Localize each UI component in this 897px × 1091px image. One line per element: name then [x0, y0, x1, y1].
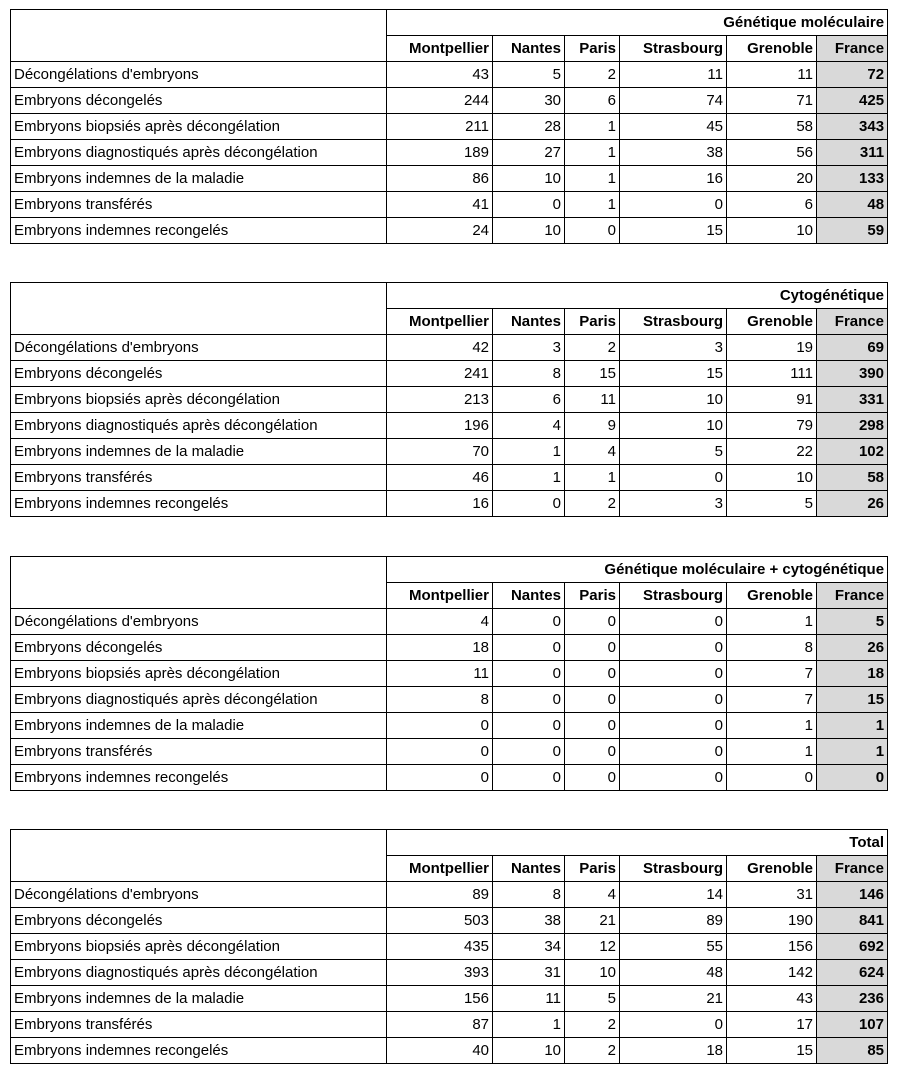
table-cell: 0 [387, 739, 493, 765]
table-row [11, 661, 888, 687]
row-label: Embryons biopsiés après décongélation [11, 661, 387, 687]
table-cell: 14 [620, 882, 727, 908]
table-cell: 111 [727, 361, 817, 387]
table-row [11, 908, 888, 934]
table-cell: 1 [493, 465, 565, 491]
table-cell: 5 [493, 62, 565, 88]
column-header: Paris [565, 309, 620, 335]
column-header-france: France [817, 36, 888, 62]
table-cell: 0 [620, 635, 727, 661]
column-header: Montpellier [387, 36, 493, 62]
table-cell: 0 [565, 661, 620, 687]
table-cell: 4 [387, 609, 493, 635]
france-total-cell: 59 [817, 218, 888, 244]
column-header: Montpellier [387, 856, 493, 882]
france-total-cell: 0 [817, 765, 888, 791]
table-cell: 11 [727, 62, 817, 88]
table-cell: 0 [565, 609, 620, 635]
table-cell: 10 [620, 387, 727, 413]
table-cell: 89 [620, 908, 727, 934]
row-label: Embryons transférés [11, 739, 387, 765]
table-cell: 31 [493, 960, 565, 986]
table-cell: 0 [565, 713, 620, 739]
column-header: Grenoble [727, 309, 817, 335]
table-cell: 0 [620, 739, 727, 765]
table-cell: 30 [493, 88, 565, 114]
row-label: Embryons indemnes recongelés [11, 1038, 387, 1064]
table-cell: 11 [565, 387, 620, 413]
column-header: Nantes [493, 583, 565, 609]
row-label: Embryons indemnes de la maladie [11, 713, 387, 739]
france-total-cell: 5 [817, 609, 888, 635]
table-cell: 4 [493, 413, 565, 439]
corner-cell [11, 557, 387, 609]
table-cell: 21 [565, 908, 620, 934]
table-cell: 8 [493, 361, 565, 387]
table-row [11, 609, 888, 635]
table-cell: 0 [620, 713, 727, 739]
table-title-row [11, 830, 888, 856]
table-cell: 19 [727, 335, 817, 361]
france-total-cell: 72 [817, 62, 888, 88]
table-cell: 211 [387, 114, 493, 140]
table-cell: 189 [387, 140, 493, 166]
table-row [11, 166, 888, 192]
france-total-cell: 624 [817, 960, 888, 986]
column-header: Paris [565, 583, 620, 609]
column-header: Grenoble [727, 856, 817, 882]
table-cell: 5 [565, 986, 620, 1012]
table-cell: 5 [620, 439, 727, 465]
column-header: Montpellier [387, 583, 493, 609]
column-header: Strasbourg [620, 856, 727, 882]
table-row [11, 882, 888, 908]
table-row [11, 192, 888, 218]
table-cell: 0 [493, 609, 565, 635]
table-cell: 4 [565, 439, 620, 465]
table-genetique-plus-cytogenetique [10, 556, 888, 791]
table-cell: 1 [727, 713, 817, 739]
table-cell: 6 [493, 387, 565, 413]
table-row [11, 114, 888, 140]
table-cell: 86 [387, 166, 493, 192]
table-cell: 435 [387, 934, 493, 960]
table-genetique-moleculaire [10, 9, 888, 244]
column-header: Nantes [493, 36, 565, 62]
table-cell: 40 [387, 1038, 493, 1064]
table-cell: 38 [493, 908, 565, 934]
table-cell: 0 [493, 192, 565, 218]
table-title-row [11, 283, 888, 309]
table-cell: 10 [727, 465, 817, 491]
row-label: Embryons décongelés [11, 88, 387, 114]
france-total-cell: 48 [817, 192, 888, 218]
france-total-cell: 692 [817, 934, 888, 960]
table-cytogenetique [10, 282, 888, 517]
table-cell: 46 [387, 465, 493, 491]
column-header: Paris [565, 36, 620, 62]
table-cell: 0 [620, 661, 727, 687]
table-row [11, 88, 888, 114]
table-row [11, 413, 888, 439]
table-cell: 24 [387, 218, 493, 244]
table-row [11, 687, 888, 713]
column-header: Montpellier [387, 309, 493, 335]
table-cell: 156 [387, 986, 493, 1012]
table-cell: 45 [620, 114, 727, 140]
table-cell: 0 [565, 765, 620, 791]
table-cell: 393 [387, 960, 493, 986]
table-cell: 2 [565, 1012, 620, 1038]
table-cell: 79 [727, 413, 817, 439]
france-total-cell: 331 [817, 387, 888, 413]
table-row [11, 765, 888, 791]
table-cell: 18 [387, 635, 493, 661]
france-total-cell: 298 [817, 413, 888, 439]
row-label: Décongélations d'embryons [11, 882, 387, 908]
table-cell: 1 [565, 114, 620, 140]
table-cell: 503 [387, 908, 493, 934]
table-title: Total [387, 830, 888, 856]
table-cell: 48 [620, 960, 727, 986]
table-cell: 1 [493, 439, 565, 465]
france-total-cell: 18 [817, 661, 888, 687]
table-row [11, 439, 888, 465]
table-cell: 20 [727, 166, 817, 192]
table-cell: 2 [565, 335, 620, 361]
table-total [10, 829, 888, 1064]
table-cell: 15 [727, 1038, 817, 1064]
row-label: Embryons transférés [11, 192, 387, 218]
table-row [11, 1038, 888, 1064]
table-title: Génétique moléculaire [387, 10, 888, 36]
france-total-cell: 133 [817, 166, 888, 192]
table-cell: 0 [727, 765, 817, 791]
table-cell: 3 [620, 491, 727, 517]
table-cell: 10 [727, 218, 817, 244]
row-label: Embryons indemnes recongelés [11, 765, 387, 791]
france-total-cell: 311 [817, 140, 888, 166]
row-label: Embryons diagnostiqués après décongélation [11, 413, 387, 439]
table-cell: 89 [387, 882, 493, 908]
table-cell: 55 [620, 934, 727, 960]
table-cell: 43 [387, 62, 493, 88]
row-label: Embryons indemnes de la maladie [11, 439, 387, 465]
table-cell: 0 [565, 687, 620, 713]
table-cell: 213 [387, 387, 493, 413]
table-title: Génétique moléculaire + cytogénétique [387, 557, 888, 583]
row-label: Embryons décongelés [11, 635, 387, 661]
table-cell: 6 [727, 192, 817, 218]
table-cell: 2 [565, 491, 620, 517]
row-label: Embryons transférés [11, 465, 387, 491]
table-cell: 1 [565, 140, 620, 166]
table-cell: 0 [620, 1012, 727, 1038]
table-cell: 8 [387, 687, 493, 713]
table-cell: 21 [620, 986, 727, 1012]
table-cell: 2 [565, 1038, 620, 1064]
france-total-cell: 425 [817, 88, 888, 114]
france-total-cell: 107 [817, 1012, 888, 1038]
table-cell: 0 [620, 765, 727, 791]
france-total-cell: 146 [817, 882, 888, 908]
column-header: Paris [565, 856, 620, 882]
table-row [11, 387, 888, 413]
table-cell: 0 [620, 465, 727, 491]
table-title-row [11, 557, 888, 583]
table-row [11, 713, 888, 739]
table-cell: 10 [493, 218, 565, 244]
table-cell: 43 [727, 986, 817, 1012]
table-row [11, 62, 888, 88]
table-cell: 11 [493, 986, 565, 1012]
france-total-cell: 58 [817, 465, 888, 491]
table-cell: 8 [493, 882, 565, 908]
table-title: Cytogénétique [387, 283, 888, 309]
table-cell: 1 [727, 739, 817, 765]
table-cell: 71 [727, 88, 817, 114]
corner-cell [11, 10, 387, 62]
table-cell: 3 [493, 335, 565, 361]
france-total-cell: 390 [817, 361, 888, 387]
table-row [11, 491, 888, 517]
row-label: Décongélations d'embryons [11, 62, 387, 88]
table-cell: 196 [387, 413, 493, 439]
france-total-cell: 343 [817, 114, 888, 140]
table-cell: 10 [565, 960, 620, 986]
row-label: Embryons diagnostiqués après décongélation [11, 140, 387, 166]
france-total-cell: 69 [817, 335, 888, 361]
table-cell: 11 [387, 661, 493, 687]
row-label: Embryons biopsiés après décongélation [11, 934, 387, 960]
column-header: Nantes [493, 856, 565, 882]
table-cell: 0 [493, 687, 565, 713]
table-cell: 28 [493, 114, 565, 140]
table-cell: 70 [387, 439, 493, 465]
table-row [11, 465, 888, 491]
row-label: Embryons diagnostiqués après décongélation [11, 960, 387, 986]
table-row [11, 335, 888, 361]
table-cell: 0 [565, 635, 620, 661]
france-total-cell: 1 [817, 713, 888, 739]
table-cell: 0 [620, 192, 727, 218]
france-total-cell: 85 [817, 1038, 888, 1064]
table-cell: 58 [727, 114, 817, 140]
table-cell: 9 [565, 413, 620, 439]
france-total-cell: 102 [817, 439, 888, 465]
table-row [11, 140, 888, 166]
table-row [11, 1012, 888, 1038]
table-cell: 0 [565, 218, 620, 244]
table-row [11, 986, 888, 1012]
table-cell: 11 [620, 62, 727, 88]
table-cell: 6 [565, 88, 620, 114]
table-cell: 15 [620, 361, 727, 387]
column-header-france: France [817, 309, 888, 335]
row-label: Embryons indemnes recongelés [11, 218, 387, 244]
table-cell: 22 [727, 439, 817, 465]
france-total-cell: 1 [817, 739, 888, 765]
table-cell: 42 [387, 335, 493, 361]
table-row [11, 739, 888, 765]
column-header: Grenoble [727, 583, 817, 609]
table-cell: 0 [620, 609, 727, 635]
table-cell: 0 [493, 635, 565, 661]
column-header: Strasbourg [620, 309, 727, 335]
table-cell: 190 [727, 908, 817, 934]
table-cell: 10 [493, 166, 565, 192]
table-cell: 8 [727, 635, 817, 661]
column-header-france: France [817, 856, 888, 882]
row-label: Embryons décongelés [11, 908, 387, 934]
row-label: Embryons décongelés [11, 361, 387, 387]
table-row [11, 934, 888, 960]
table-cell: 56 [727, 140, 817, 166]
france-total-cell: 15 [817, 687, 888, 713]
table-cell: 5 [727, 491, 817, 517]
table-cell: 74 [620, 88, 727, 114]
table-cell: 10 [493, 1038, 565, 1064]
table-cell: 241 [387, 361, 493, 387]
row-label: Embryons biopsiés après décongélation [11, 387, 387, 413]
table-cell: 0 [565, 739, 620, 765]
table-cell: 10 [620, 413, 727, 439]
table-cell: 7 [727, 661, 817, 687]
table-cell: 142 [727, 960, 817, 986]
table-cell: 0 [620, 687, 727, 713]
table-cell: 15 [565, 361, 620, 387]
column-header: Strasbourg [620, 36, 727, 62]
table-cell: 0 [387, 765, 493, 791]
table-cell: 1 [727, 609, 817, 635]
column-header: Grenoble [727, 36, 817, 62]
table-cell: 156 [727, 934, 817, 960]
table-cell: 87 [387, 1012, 493, 1038]
table-cell: 1 [565, 465, 620, 491]
france-total-cell: 236 [817, 986, 888, 1012]
table-cell: 34 [493, 934, 565, 960]
table-cell: 7 [727, 687, 817, 713]
table-title-row [11, 10, 888, 36]
table-cell: 4 [565, 882, 620, 908]
table-cell: 1 [493, 1012, 565, 1038]
row-label: Embryons indemnes recongelés [11, 491, 387, 517]
row-label: Embryons diagnostiqués après décongélation [11, 687, 387, 713]
table-cell: 41 [387, 192, 493, 218]
corner-cell [11, 283, 387, 335]
table-cell: 27 [493, 140, 565, 166]
row-label: Embryons transférés [11, 1012, 387, 1038]
table-cell: 18 [620, 1038, 727, 1064]
table-cell: 31 [727, 882, 817, 908]
france-total-cell: 26 [817, 635, 888, 661]
france-total-cell: 26 [817, 491, 888, 517]
row-label: Embryons indemnes de la maladie [11, 986, 387, 1012]
row-label: Embryons biopsiés après décongélation [11, 114, 387, 140]
table-row [11, 960, 888, 986]
table-cell: 12 [565, 934, 620, 960]
table-row [11, 361, 888, 387]
france-total-cell: 841 [817, 908, 888, 934]
table-cell: 1 [565, 192, 620, 218]
table-cell: 0 [493, 739, 565, 765]
table-cell: 244 [387, 88, 493, 114]
row-label: Embryons indemnes de la maladie [11, 166, 387, 192]
table-cell: 0 [493, 765, 565, 791]
column-header: Strasbourg [620, 583, 727, 609]
table-cell: 16 [387, 491, 493, 517]
table-cell: 2 [565, 62, 620, 88]
row-label: Décongélations d'embryons [11, 609, 387, 635]
table-cell: 91 [727, 387, 817, 413]
table-cell: 17 [727, 1012, 817, 1038]
table-cell: 15 [620, 218, 727, 244]
table-row [11, 218, 888, 244]
table-cell: 0 [387, 713, 493, 739]
table-cell: 0 [493, 713, 565, 739]
corner-cell [11, 830, 387, 882]
row-label: Décongélations d'embryons [11, 335, 387, 361]
table-cell: 0 [493, 491, 565, 517]
table-cell: 3 [620, 335, 727, 361]
column-header: Nantes [493, 309, 565, 335]
table-cell: 38 [620, 140, 727, 166]
table-cell: 16 [620, 166, 727, 192]
table-row [11, 635, 888, 661]
table-cell: 1 [565, 166, 620, 192]
column-header-france: France [817, 583, 888, 609]
table-cell: 0 [493, 661, 565, 687]
